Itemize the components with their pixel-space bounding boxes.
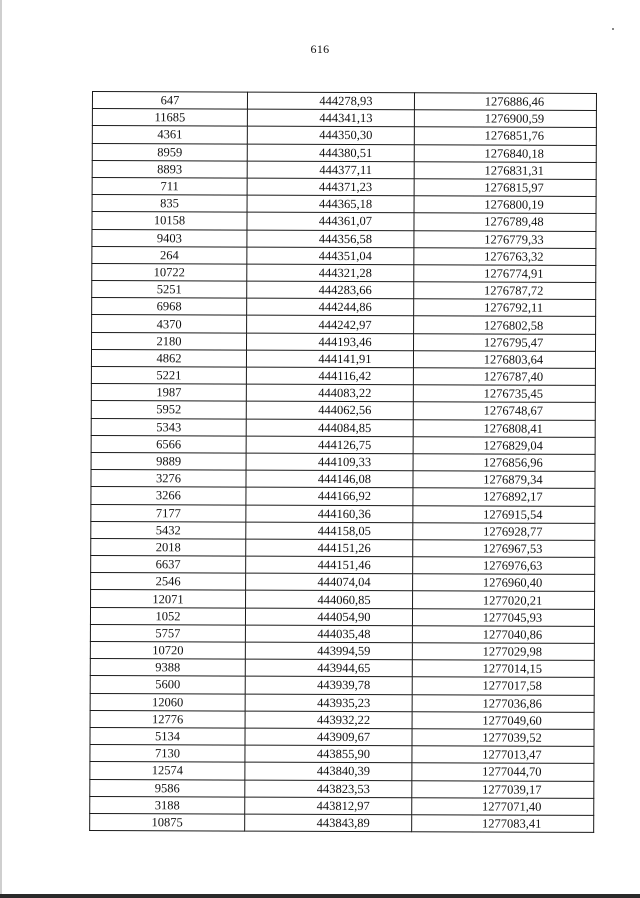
x-coordinate-cell: 443935,23 xyxy=(245,694,412,712)
x-coordinate-cell: 444193,46 xyxy=(247,333,414,351)
table-row xyxy=(92,126,596,145)
scan-edge xyxy=(0,0,2,898)
point-id-cell: 8959 xyxy=(92,143,247,161)
point-id-cell: 5343 xyxy=(91,418,246,436)
y-coordinate-cell: 1276795,47 xyxy=(414,333,596,351)
y-coordinate-cell: 1276787,40 xyxy=(413,368,595,386)
x-coordinate-cell: 444371,23 xyxy=(247,178,414,196)
point-id-cell: 9586 xyxy=(90,779,245,797)
coordinates-table-body xyxy=(90,92,597,833)
table-row xyxy=(91,470,595,489)
table-row xyxy=(90,710,594,729)
table-row xyxy=(91,573,595,592)
x-coordinate-cell: 444074,04 xyxy=(246,573,413,591)
x-coordinate-cell: 444151,26 xyxy=(246,539,413,557)
table-row xyxy=(90,796,594,815)
x-coordinate-cell: 444126,75 xyxy=(246,436,413,454)
x-coordinate-cell: 444035,48 xyxy=(245,625,412,643)
table-row xyxy=(91,435,595,454)
x-coordinate-cell: 444321,28 xyxy=(247,264,414,282)
x-coordinate-cell: 444351,04 xyxy=(247,247,414,265)
y-coordinate-cell: 1277083,41 xyxy=(412,815,594,833)
y-coordinate-cell: 1276928,77 xyxy=(413,522,595,540)
y-coordinate-cell: 1277039,52 xyxy=(412,729,594,747)
point-id-cell: 7130 xyxy=(90,745,245,763)
table-row xyxy=(91,418,595,437)
x-coordinate-cell: 444060,85 xyxy=(246,591,413,609)
point-id-cell: 9403 xyxy=(92,229,247,247)
y-coordinate-cell: 1276803,64 xyxy=(413,351,595,369)
x-coordinate-cell: 443823,53 xyxy=(245,780,412,798)
y-coordinate-cell: 1276976,63 xyxy=(413,557,595,575)
y-coordinate-cell: 1277045,93 xyxy=(412,608,594,626)
x-coordinate-cell: 444341,13 xyxy=(247,109,414,127)
x-coordinate-cell: 444083,22 xyxy=(246,384,413,402)
table-row xyxy=(91,556,595,575)
y-coordinate-cell: 1276748,67 xyxy=(413,402,595,420)
point-id-cell: 10875 xyxy=(90,813,245,831)
x-coordinate-cell: 444084,85 xyxy=(246,419,413,437)
point-id-cell: 2018 xyxy=(91,538,246,556)
y-coordinate-cell: 1276829,04 xyxy=(413,436,595,454)
y-coordinate-cell: 1277020,21 xyxy=(413,591,595,609)
y-coordinate-cell: 1277049,60 xyxy=(412,711,594,729)
point-id-cell: 12776 xyxy=(90,710,245,728)
point-id-cell: 12060 xyxy=(90,693,245,711)
table-row xyxy=(90,607,594,626)
point-id-cell: 8893 xyxy=(92,160,247,178)
x-coordinate-cell: 444283,66 xyxy=(247,281,414,299)
y-coordinate-cell: 1276787,72 xyxy=(414,282,596,300)
y-coordinate-cell: 1276831,31 xyxy=(414,161,596,179)
x-coordinate-cell: 443939,78 xyxy=(245,676,412,694)
table-row xyxy=(92,246,596,265)
y-coordinate-cell: 1277036,86 xyxy=(412,694,594,712)
point-id-cell: 10722 xyxy=(92,263,247,281)
x-coordinate-cell: 444244,86 xyxy=(247,298,414,316)
x-coordinate-cell: 444350,30 xyxy=(247,126,414,144)
table-row xyxy=(92,281,596,300)
point-id-cell: 2546 xyxy=(91,573,246,591)
y-coordinate-cell: 1276808,41 xyxy=(413,419,595,437)
point-id-cell: 10720 xyxy=(90,641,245,659)
table-row xyxy=(91,349,595,368)
point-id-cell: 9388 xyxy=(90,659,245,677)
table-row xyxy=(90,762,594,781)
x-coordinate-cell: 444160,36 xyxy=(246,505,413,523)
table-row xyxy=(92,263,596,282)
table-row xyxy=(92,212,596,231)
table-row xyxy=(91,538,595,557)
y-coordinate-cell: 1276789,48 xyxy=(414,213,596,231)
table-row xyxy=(91,487,595,506)
y-coordinate-cell: 1277071,40 xyxy=(412,797,594,815)
point-id-cell: 6968 xyxy=(92,298,247,316)
y-coordinate-cell: 1276886,46 xyxy=(414,93,596,111)
point-id-cell: 5251 xyxy=(92,281,247,299)
table-row xyxy=(92,229,596,248)
scan-edge-bottom xyxy=(0,894,640,898)
y-coordinate-cell: 1276960,40 xyxy=(413,574,595,592)
y-coordinate-cell: 1276763,32 xyxy=(414,247,596,265)
y-coordinate-cell: 1276900,59 xyxy=(414,110,596,128)
x-coordinate-cell: 444151,46 xyxy=(246,556,413,574)
table-row xyxy=(90,659,594,678)
point-id-cell: 10158 xyxy=(92,212,247,230)
y-coordinate-cell: 1276915,54 xyxy=(413,505,595,523)
x-coordinate-cell: 444242,97 xyxy=(247,316,414,334)
point-id-cell: 9889 xyxy=(91,452,246,470)
point-id-cell: 3266 xyxy=(91,487,246,505)
table-row xyxy=(90,624,594,643)
table-row xyxy=(91,590,595,609)
point-id-cell: 6566 xyxy=(91,435,246,453)
point-id-cell: 264 xyxy=(92,246,247,264)
point-id-cell: 5952 xyxy=(91,401,246,419)
x-coordinate-cell: 444146,08 xyxy=(246,470,413,488)
y-coordinate-cell: 1276856,96 xyxy=(413,454,595,472)
point-id-cell: 11685 xyxy=(92,109,247,127)
point-id-cell: 12071 xyxy=(91,590,246,608)
point-id-cell: 6637 xyxy=(91,556,246,574)
point-id-cell: 3276 xyxy=(91,470,246,488)
table-row xyxy=(91,384,595,403)
y-coordinate-cell: 1276851,76 xyxy=(414,127,596,145)
point-id-cell: 5134 xyxy=(90,727,245,745)
point-id-cell: 647 xyxy=(92,92,247,110)
y-coordinate-cell: 1276815,97 xyxy=(414,179,596,197)
table-row xyxy=(90,641,594,660)
y-coordinate-cell: 1276879,34 xyxy=(413,471,595,489)
x-coordinate-cell: 444365,18 xyxy=(247,195,414,213)
y-coordinate-cell: 1277029,98 xyxy=(412,643,594,661)
table-row xyxy=(92,315,596,334)
x-coordinate-cell: 443944,65 xyxy=(245,659,412,677)
x-coordinate-cell: 444361,07 xyxy=(247,212,414,230)
x-coordinate-cell: 444141,91 xyxy=(246,350,413,368)
table-row xyxy=(92,177,596,196)
x-coordinate-cell: 443840,39 xyxy=(245,762,412,780)
point-id-cell: 5432 xyxy=(91,521,246,539)
y-coordinate-cell: 1276840,18 xyxy=(414,144,596,162)
y-coordinate-cell: 1276735,45 xyxy=(413,385,595,403)
table-row xyxy=(91,366,595,385)
page-number: 616 xyxy=(310,42,330,56)
point-id-cell: 5600 xyxy=(90,676,245,694)
table-row xyxy=(92,160,596,179)
table-row xyxy=(90,693,594,712)
x-coordinate-cell: 444054,90 xyxy=(245,608,412,626)
table-row xyxy=(92,92,596,111)
x-coordinate-cell: 444278,93 xyxy=(247,92,414,110)
table-row xyxy=(92,332,596,351)
y-coordinate-cell: 1276800,19 xyxy=(414,196,596,214)
x-coordinate-cell: 444116,42 xyxy=(246,367,413,385)
x-coordinate-cell: 443909,67 xyxy=(245,728,412,746)
point-id-cell: 4361 xyxy=(92,126,247,144)
table-row xyxy=(90,727,594,746)
x-coordinate-cell: 444062,56 xyxy=(246,401,413,419)
table-row xyxy=(92,195,596,214)
point-id-cell: 3188 xyxy=(90,796,245,814)
y-coordinate-cell: 1277013,47 xyxy=(412,746,594,764)
table-row xyxy=(90,745,594,764)
point-id-cell: 1052 xyxy=(90,607,245,625)
point-id-cell: 835 xyxy=(92,195,247,213)
point-id-cell: 5757 xyxy=(90,624,245,642)
point-id-cell: 4370 xyxy=(92,315,247,333)
x-coordinate-cell: 444377,11 xyxy=(247,161,414,179)
table-row xyxy=(91,521,595,540)
y-coordinate-cell: 1276892,17 xyxy=(413,488,595,506)
point-id-cell: 711 xyxy=(92,177,247,195)
table-row xyxy=(90,779,594,798)
y-coordinate-cell: 1276792,11 xyxy=(414,299,596,317)
y-coordinate-cell: 1276802,58 xyxy=(414,316,596,334)
x-coordinate-cell: 444158,05 xyxy=(246,522,413,540)
y-coordinate-cell: 1277044,70 xyxy=(412,763,594,781)
x-coordinate-cell: 444380,51 xyxy=(247,144,414,162)
table-row xyxy=(91,504,595,523)
point-id-cell: 12574 xyxy=(90,762,245,780)
x-coordinate-cell: 444356,58 xyxy=(247,230,414,248)
x-coordinate-cell: 444166,92 xyxy=(246,487,413,505)
x-coordinate-cell: 443812,97 xyxy=(245,797,412,815)
scan-speck xyxy=(612,28,614,30)
table-row xyxy=(92,109,596,128)
x-coordinate-cell: 443843,89 xyxy=(245,814,412,832)
table-row xyxy=(92,143,596,162)
y-coordinate-cell: 1277017,58 xyxy=(412,677,594,695)
point-id-cell: 1987 xyxy=(91,384,246,402)
x-coordinate-cell: 444109,33 xyxy=(246,453,413,471)
point-id-cell: 4862 xyxy=(91,349,246,367)
table-row xyxy=(91,401,595,420)
point-id-cell: 7177 xyxy=(91,504,246,522)
x-coordinate-cell: 443994,59 xyxy=(245,642,412,660)
coordinates-table xyxy=(89,91,597,833)
table-row xyxy=(90,813,594,832)
table-row xyxy=(91,452,595,471)
point-id-cell: 2180 xyxy=(92,332,247,350)
x-coordinate-cell: 443932,22 xyxy=(245,711,412,729)
x-coordinate-cell: 443855,90 xyxy=(245,745,412,763)
y-coordinate-cell: 1277014,15 xyxy=(412,660,594,678)
y-coordinate-cell: 1277039,17 xyxy=(412,780,594,798)
y-coordinate-cell: 1276779,33 xyxy=(414,230,596,248)
y-coordinate-cell: 1276774,91 xyxy=(414,265,596,283)
y-coordinate-cell: 1276967,53 xyxy=(413,540,595,558)
point-id-cell: 5221 xyxy=(91,366,246,384)
table-row xyxy=(92,298,596,317)
y-coordinate-cell: 1277040,86 xyxy=(412,626,594,644)
table-row xyxy=(90,676,594,695)
